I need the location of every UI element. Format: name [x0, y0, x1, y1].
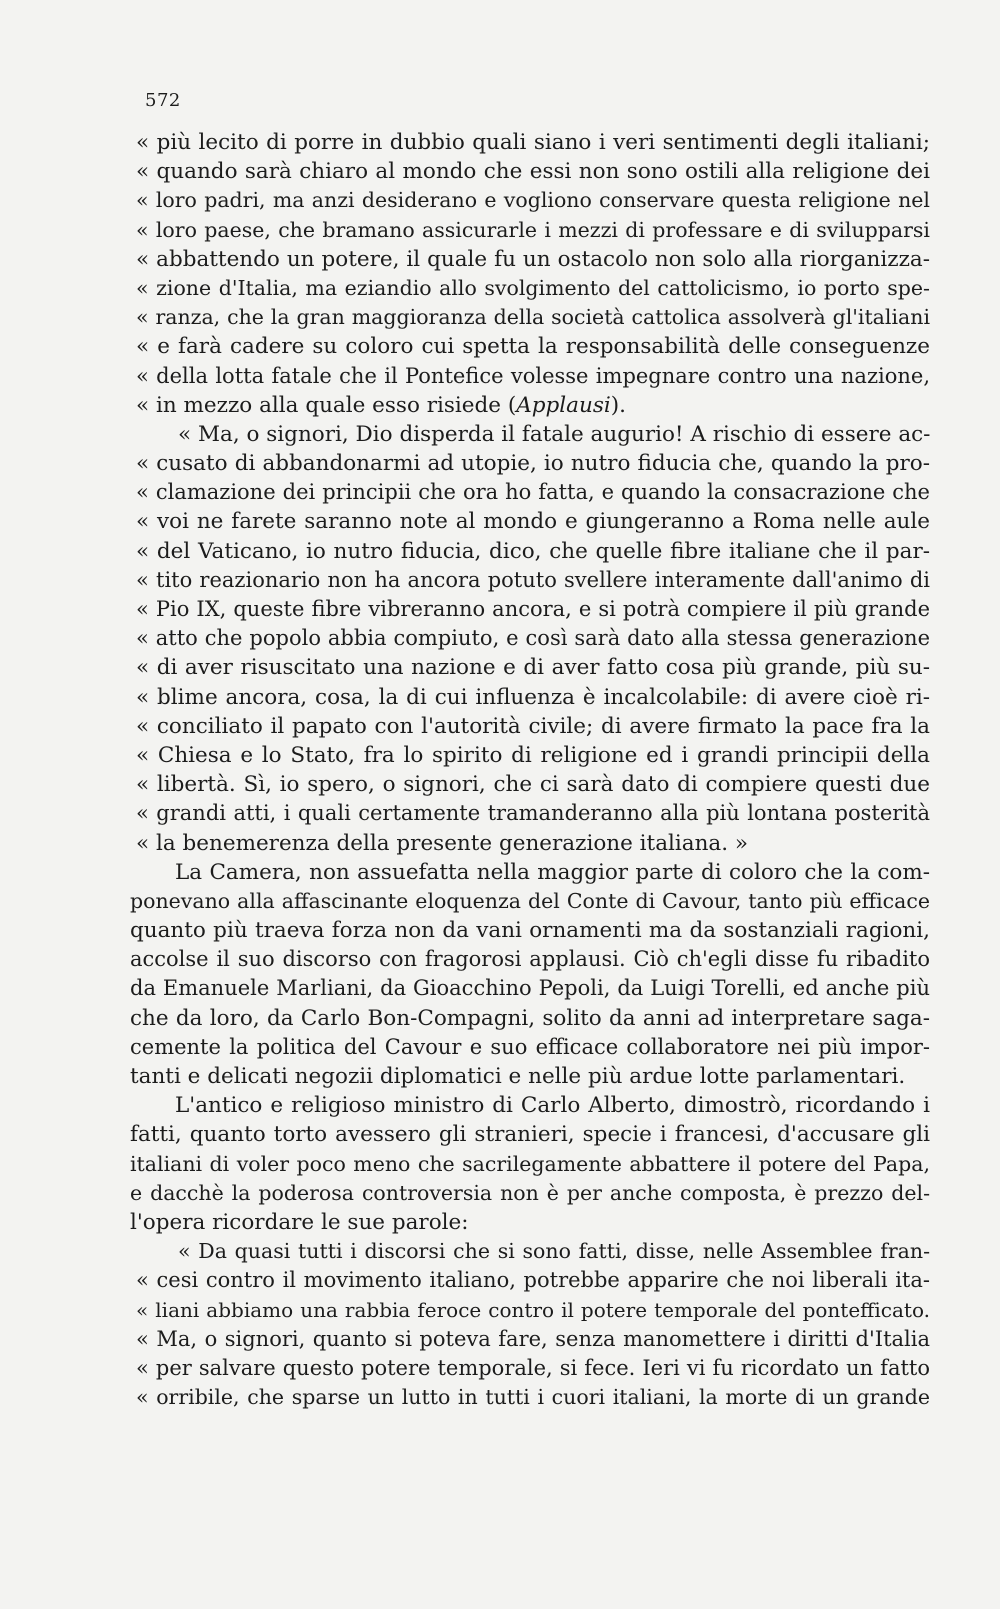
text-line: « liani abbiamo una rabbia feroce contro il potere temporale del pontefficato. — [136, 1297, 930, 1322]
text-line: « ranza, che la gran maggioranza della società cattolica assolverà gl'italiani — [136, 305, 930, 330]
text-line: « più lecito di porre in dubbio quali siano i veri sentimenti degli italiani; — [136, 130, 930, 155]
text-line: che da loro, da Carlo Bon-Compagni, solito da anni ad interpretare saga- — [130, 1005, 930, 1031]
text-line: « Da quasi tutti i discorsi che si sono fatti, disse, nelle Assemblee fran- — [178, 1239, 930, 1264]
text-line: « Chiesa e lo Stato, fra lo spirito di religione ed i grandi principii della — [136, 742, 930, 768]
text-line: « voi ne farete saranno note al mondo e giungeranno a Roma nelle aule — [136, 509, 930, 535]
text-line: « e farà cadere su coloro cui spetta la responsabilità delle conseguenze — [136, 334, 930, 360]
text-line: « Ma, o signori, quanto si poteva fare, senza manomettere i diritti d'Italia — [136, 1326, 930, 1351]
text-line: quanto più traeva forza non da vani ornamenti ma da sostanziali ragioni, — [130, 918, 930, 944]
text-line: « tito reazionario non ha ancora potuto svellere interamente dall'animo di — [136, 567, 930, 592]
italic-text: Applausi — [516, 392, 611, 418]
text-line: « atto che popolo abbia compiuto, e così sarà dato alla stessa generazione — [136, 626, 930, 651]
text-line: « orribile, che sparse un lutto in tutti i cuori italiani, la morte di un grande — [136, 1385, 930, 1410]
text-line: e dacchè la poderosa controversia non è per anche composta, è prezzo del- — [130, 1180, 930, 1205]
text-line: « conciliato il papato con l'autorità civile; di avere firmato la pace fra la — [136, 713, 930, 739]
text-line: ponevano alla affascinante eloquenza del Conte di Cavour, tanto più efficace — [130, 888, 930, 913]
text-line: fatti, quanto torto avessero gli stranieri, specie i francesi, d'accusare gli — [130, 1122, 930, 1148]
text-line: « libertà. Sì, io spero, o signori, che ci sarà dato di compiere questi due — [136, 772, 930, 798]
text-line: « cusato di abbandonarmi ad utopie, io nutro fiducia che, quando la pro- — [136, 451, 930, 477]
text-line: accolse il suo discorso con fragorosi applausi. Ciò ch'egli disse fu ribadito — [130, 947, 930, 972]
text-line: « clamazione dei principii che ora ho fatta, e quando la consacrazione che — [136, 480, 930, 505]
text-line: « di aver risuscitato una nazione e di aver fatto cosa più grande, più su- — [136, 655, 930, 681]
text-line: La Camera, non assuefatta nella maggior parte di coloro che la com- — [175, 859, 930, 885]
text-line: tanti e delicati negozii diplomatici e nelle più ardue lotte parlamentari. — [130, 1064, 906, 1089]
text-line: « in mezzo alla quale esso risiede (Applausi). — [136, 392, 626, 418]
page-number: 572 — [145, 90, 181, 111]
text-line: « per salvare questo potere temporale, si fece. Ieri vi fu ricordato un fatto — [136, 1355, 930, 1380]
text-line: « Ma, o signori, Dio disperda il fatale augurio! A rischio di essere ac- — [178, 421, 930, 447]
text-line: da Emanuele Marliani, da Gioacchino Pepoli, da Luigi Torelli, ed anche più — [130, 976, 930, 1001]
text-line: « quando sarà chiaro al mondo che essi non sono ostili alla religione dei — [136, 159, 930, 185]
text-line: « abbattendo un potere, il quale fu un ostacolo non solo alla riorganizza- — [136, 246, 930, 272]
text-line: « grandi atti, i quali certamente tramanderanno alla più lontana posterità — [136, 801, 930, 826]
text-line: l'opera ricordare le sue parole: — [130, 1209, 469, 1235]
text-line: L'antico e religioso ministro di Carlo Alberto, dimostrò, ricordando i — [175, 1093, 930, 1119]
text-line: « della lotta fatale che il Pontefice volesse impegnare contro una nazione, — [136, 363, 930, 388]
text-line: « blime ancora, cosa, la di cui influenza è incalcolabile: di avere cioè ri- — [136, 684, 930, 710]
text-line: « zione d'Italia, ma eziandio allo svolgimento del cattolicismo, io porto spe- — [136, 275, 930, 300]
text-line: cemente la politica del Cavour e suo efficace collaboratore nei più impor- — [130, 1034, 930, 1059]
text-line: « loro paese, che bramano assicurarle i mezzi di professare e di svilupparsi — [136, 217, 930, 242]
body-text — [130, 128, 930, 1412]
text-line: « Pio IX, queste fibre vibreranno ancora, e si potrà compiere il più grande — [136, 597, 930, 621]
text-line: « del Vaticano, io nutro fiducia, dico, che quelle fibre italiane che il par- — [136, 538, 930, 564]
text-line: « cesi contro il movimento italiano, potrebbe apparire che noi liberali ita- — [136, 1268, 930, 1293]
text-line: « la benemerenza della presente generazione italiana. » — [136, 830, 749, 856]
text-line: « loro padri, ma anzi desiderano e vogliono conservare questa religione nel — [136, 188, 930, 213]
text-line: italiani di voler poco meno che sacrilegamente abbattere il potere del Papa, — [130, 1151, 930, 1176]
